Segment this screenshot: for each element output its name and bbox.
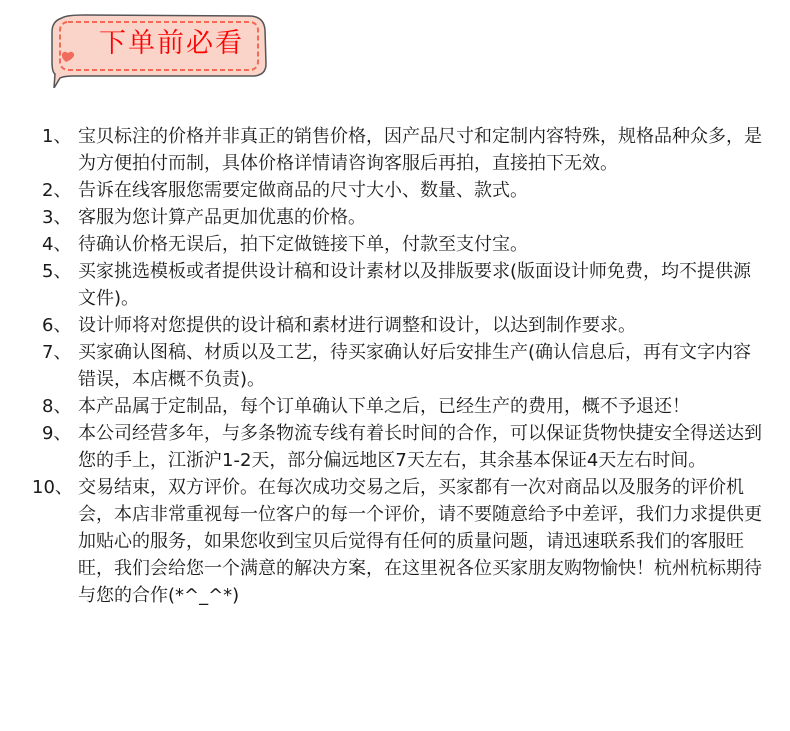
item-number: 1、 bbox=[42, 126, 72, 147]
notice-item bbox=[0, 312, 790, 339]
item-number: 2、 bbox=[42, 180, 72, 201]
item-text: 本公司经营多年，与多条物流专线有着长时间的合作，可以保证货物快捷安全得送达到您的手上，江浙沪1-2天，部分偏远地区7天左右，其余基本保证4天左右时间。 bbox=[78, 423, 762, 471]
notice-item bbox=[0, 420, 790, 474]
notice-item bbox=[0, 204, 790, 231]
item-text: 设计师将对您提供的设计稿和素材进行调整和设计，以达到制作要求。 bbox=[78, 315, 636, 336]
item-number: 9、 bbox=[42, 423, 72, 444]
item-text: 买家挑选模板或者提供设计稿和设计素材以及排版要求(版面设计师免费，均不提供源文件)。 bbox=[78, 261, 752, 309]
notice-item bbox=[0, 231, 790, 258]
notice-item bbox=[0, 177, 790, 204]
item-text: 客服为您计算产品更加优惠的价格。 bbox=[78, 207, 366, 228]
page-title: 下单前必看 bbox=[99, 28, 244, 59]
item-text: 宝贝标注的价格并非真正的销售价格，因产品尺寸和定制内容特殊，规格品种众多，是为方便拍付而制，具体价格详情请咨询客服后再拍，直接拍下无效。 bbox=[78, 126, 762, 174]
notice-item bbox=[0, 258, 790, 312]
item-number: 5、 bbox=[42, 261, 72, 282]
item-text: 告诉在线客服您需要定做商品的尺寸大小、数量、款式。 bbox=[78, 180, 528, 201]
notice-item bbox=[0, 123, 790, 177]
item-text: 本产品属于定制品，每个订单确认下单之后，已经生产的费用，概不予退还！ bbox=[78, 396, 690, 417]
item-text: 买家确认图稿、材质以及工艺，待买家确认好后安排生产(确认信息后，再有文字内容错误，本店概不负责)。 bbox=[78, 342, 752, 390]
notice-item bbox=[0, 474, 790, 609]
item-number: 7、 bbox=[42, 342, 72, 363]
item-number: 3、 bbox=[42, 207, 72, 228]
notice-item bbox=[0, 339, 790, 393]
item-number: 10、 bbox=[32, 477, 73, 498]
item-number: 4、 bbox=[42, 234, 72, 255]
item-number: 8、 bbox=[42, 396, 72, 417]
item-text: 交易结束，双方评价。在每次成功交易之后，买家都有一次对商品以及服务的评价机会，本店非常重视每一位客户的每一个评价，请不要随意给予中差评，我们力求提供更加贴心的服务，如果您收到宝贝后觉得有任何的质量问题，请迅速联系我们的客服旺旺，我们会给您一个满意的解决方案，在这里祝各位买家朋友购物愉快！杭州杭标期待与您的合作(*^_^*) bbox=[78, 477, 762, 606]
notice-item bbox=[0, 393, 790, 420]
header-badge bbox=[44, 12, 270, 88]
item-number: 6、 bbox=[42, 315, 72, 336]
notice-list bbox=[0, 123, 790, 609]
item-text: 待确认价格无误后，拍下定做链接下单，付款至支付宝。 bbox=[78, 234, 528, 255]
